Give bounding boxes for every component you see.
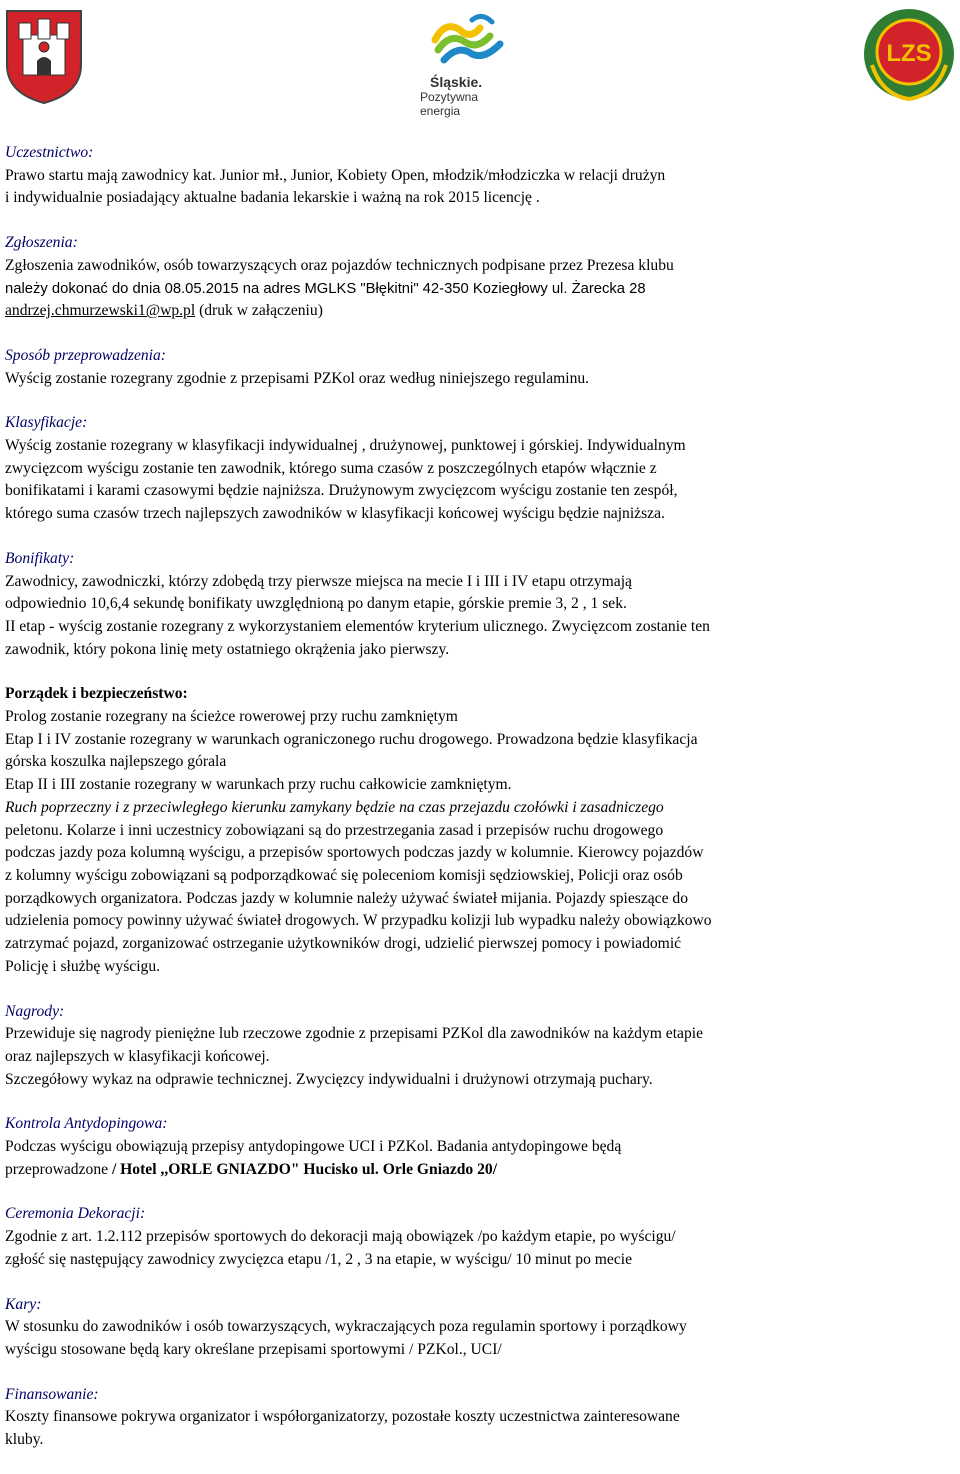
coat-of-arms-logo	[3, 5, 85, 105]
text-line: odpowiednio 10,6,4 sekundę bonifikaty uwzględnioną po danym etapie, górskie premie 3, 2 , 1 sek.	[5, 595, 627, 613]
text-line: Prolog zostanie rozegrany na ścieżce rowerowej przy ruchu zamkniętym	[5, 708, 458, 726]
text-line: oraz najlepszych w klasyfikacji końcowej.	[5, 1047, 270, 1065]
heading-uczestnictwo: Uczestnictwo:	[5, 144, 94, 161]
text-line: zawodnik, który pokona linię mety ostatniego okrążenia jako pierwszy.	[5, 640, 450, 658]
text-line: Szczegółowy wykaz na odprawie technicznej. Zwycięzcy indywidualni i drużynowi otrzymają puchary.	[5, 1070, 653, 1088]
section-porzadek	[5, 683, 955, 978]
text-line: Policję i służbę wyścigu.	[5, 957, 161, 975]
text-line: Wyścig zostanie rozegrany zgodnie z przepisami PZKol oraz według niniejszego regulaminu.	[5, 369, 590, 387]
text-fragment: przeprowadzone	[5, 1160, 112, 1178]
text-line: Koszty finansowe pokrywa organizator i współorganizatorzy, pozostałe koszty uczestnictwa zainteresowane	[5, 1408, 680, 1426]
heading-zgloszenia: Zgłoszenia:	[5, 234, 78, 252]
text-line: zatrzymać pojazd, zorganizować ostrzeganie użytkowników drogi, udzielić pierwszej pomocy i powiadomić	[5, 935, 682, 953]
section-zgloszenia	[5, 232, 955, 323]
heading-nagrody: Nagrody:	[5, 1002, 65, 1020]
slaskie-waves-icon	[420, 0, 520, 70]
text-line: Przewiduje się nagrody pieniężne lub rzeczowe zgodnie z przepisami PZKol dla zawodników na każdym etapie	[5, 1025, 703, 1043]
text-line: bonifikatami i karami czasowymi będzie najniższa. Drużynowym zwycięzcom wyścigu zostanie ten zespół,	[5, 482, 678, 500]
heading-finansowanie: Finansowanie:	[5, 1385, 99, 1403]
heading-ceremonia: Ceremonia Dekoracji:	[5, 1205, 146, 1223]
heading-klasyfikacje: Klasyfikacje:	[5, 414, 88, 432]
slaskie-logo-line1: Śląskie.	[430, 74, 483, 90]
section-ceremonia	[5, 1203, 955, 1271]
text-line: z kolumny wyścigu zobowiązani są podporządkować się poleceniom komisji sędziowskiej, Policji oraz osób	[5, 866, 683, 884]
text-line: W stosunku do zawodników i osób towarzyszących, wykraczających poza regulamin sportowy i porządkowy	[5, 1318, 687, 1336]
text-line: zgłość się następujący zawodnicy zwycięzca etapu /1, 2 , 3 na etapie, w wyścigu/ 10 minut po mecie	[5, 1250, 633, 1268]
text-line: Zgłoszenia zawodników, osób towarzyszących oraz pojazdów technicznych podpisane przez Prezesa klubu	[5, 256, 674, 274]
heading-kary: Kary:	[5, 1295, 42, 1313]
text-line	[5, 1159, 955, 1182]
logo-bar	[0, 0, 960, 118]
heading-kontrola: Kontrola Antydopingowa:	[5, 1115, 168, 1133]
text-line: Prawo startu mają zawodnicy kat. Junior mł., Junior, Kobiety Open, młodzik/młodziczka w relacji drużyn	[5, 166, 666, 184]
section-sposob	[5, 345, 955, 390]
heading-sposob: Sposób przeprowadzenia:	[5, 346, 166, 364]
text-line: Etap I i IV zostanie rozegrany w warunkach ograniczonego ruchu drogowego. Prowadzona będzie klasyfikacja	[5, 730, 698, 748]
text-line: którego suma czasów trzech najlepszych zawodników w klasyfikacji końcowej wyścigu będzie najniższa.	[5, 505, 665, 523]
section-klasyfikacje	[5, 412, 955, 526]
text-line: II etap - wyścig zostanie rozegrany z wykorzystaniem elementów kryterium ulicznego. Zwycięzcom zostanie ten	[5, 617, 710, 635]
section-nagrody	[5, 1001, 955, 1092]
text-line: należy dokonać do dnia 08.05.2015 na adres MGLKS "Błękitni" 42-350 Koziegłowy ul. Żarecka 28	[5, 280, 646, 297]
venue-bold-text: / Hotel ,,ORLE GNIAZDO" Hucisko ul. Orle Gniazdo 20/	[111, 1160, 498, 1178]
section-bonifikaty	[5, 548, 955, 662]
text-line: kluby.	[5, 1431, 44, 1449]
text-line: udzielenia pomocy powinny używać świateł drogowych. W przypadku kolizji lub wypadku należy obowiązkowo	[5, 912, 712, 930]
section-uczestnictwo	[5, 142, 955, 210]
text-line: Zgodnie z art. 1.2.112 przepisów sportowych do dekoracji mają obowiązek /po każdym etapie, po wyścigu/	[5, 1228, 676, 1246]
text-line: górska koszulka najlepszego górala	[5, 753, 227, 771]
text-line: Zawodnicy, zawodniczki, którzy zdobędą trzy pierwsze miejsca na mecie I i III i IV etapu otrzymają	[5, 572, 632, 590]
text-line: peletonu. Kolarze i inni uczestnicy zobowiązani są do przestrzegania zasad i przepisów ruchu drogowego	[5, 821, 664, 839]
heading-porzadek: Porządek i bezpieczeństwo:	[5, 685, 188, 703]
text-line: podczas jazdy poza kolumną wyścigu, a przepisów sportowych podczas jazdy w kolumnie. Kierowcy pojazdów	[5, 844, 704, 862]
lzs-logo-text: LZS	[886, 40, 932, 67]
text-line: zwycięzcom wyścigu zostanie ten zawodnik, którego suma czasów z poszczególnych etapów włącznie z	[5, 459, 657, 477]
slaskie-logo	[420, 0, 520, 118]
text-line: wyścigu stosowane będą kary określane przepisami sportowymi / PZKol., UCI/	[5, 1340, 502, 1358]
text-line	[5, 300, 955, 323]
text-fragment: (druk w załączeniu)	[195, 302, 323, 320]
lzs-logo	[862, 5, 957, 103]
slaskie-logo-line2: Pozytywna energia	[420, 90, 479, 118]
text-line: i indywidualnie posiadający aktualne badania lekarskie i ważną na rok 2015 licencję .	[5, 189, 540, 207]
section-finansowanie	[5, 1384, 955, 1452]
section-kary	[5, 1294, 955, 1362]
text-line: Etap II i III zostanie rozegrany w warunkach przy ruchu całkowicie zamkniętym.	[5, 776, 512, 794]
text-line: Podczas wyścigu obowiązują przepisy antydopingowe UCI i PZKol. Badania antydopingowe będą	[5, 1138, 622, 1156]
heading-bonifikaty: Bonifikaty:	[5, 549, 75, 567]
text-line: Ruch poprzeczny i z przeciwległego kierunku zamykany będzie na czas przejazdu czołówki i zasadniczego	[5, 798, 664, 816]
document-body	[5, 142, 955, 1474]
text-line: Wyścig zostanie rozegrany w klasyfikacji indywidualnej , drużynowej, punktowej i górskiej. Indywidualnym	[5, 437, 686, 455]
email-link[interactable]: andrzej.chmurzewski1@wp.pl	[5, 302, 196, 320]
text-line: porządkowych organizatora. Podczas jazdy w kolumnie należy używać świateł mijania. Pojazdy spieszące do	[5, 889, 688, 907]
section-kontrola	[5, 1113, 955, 1181]
